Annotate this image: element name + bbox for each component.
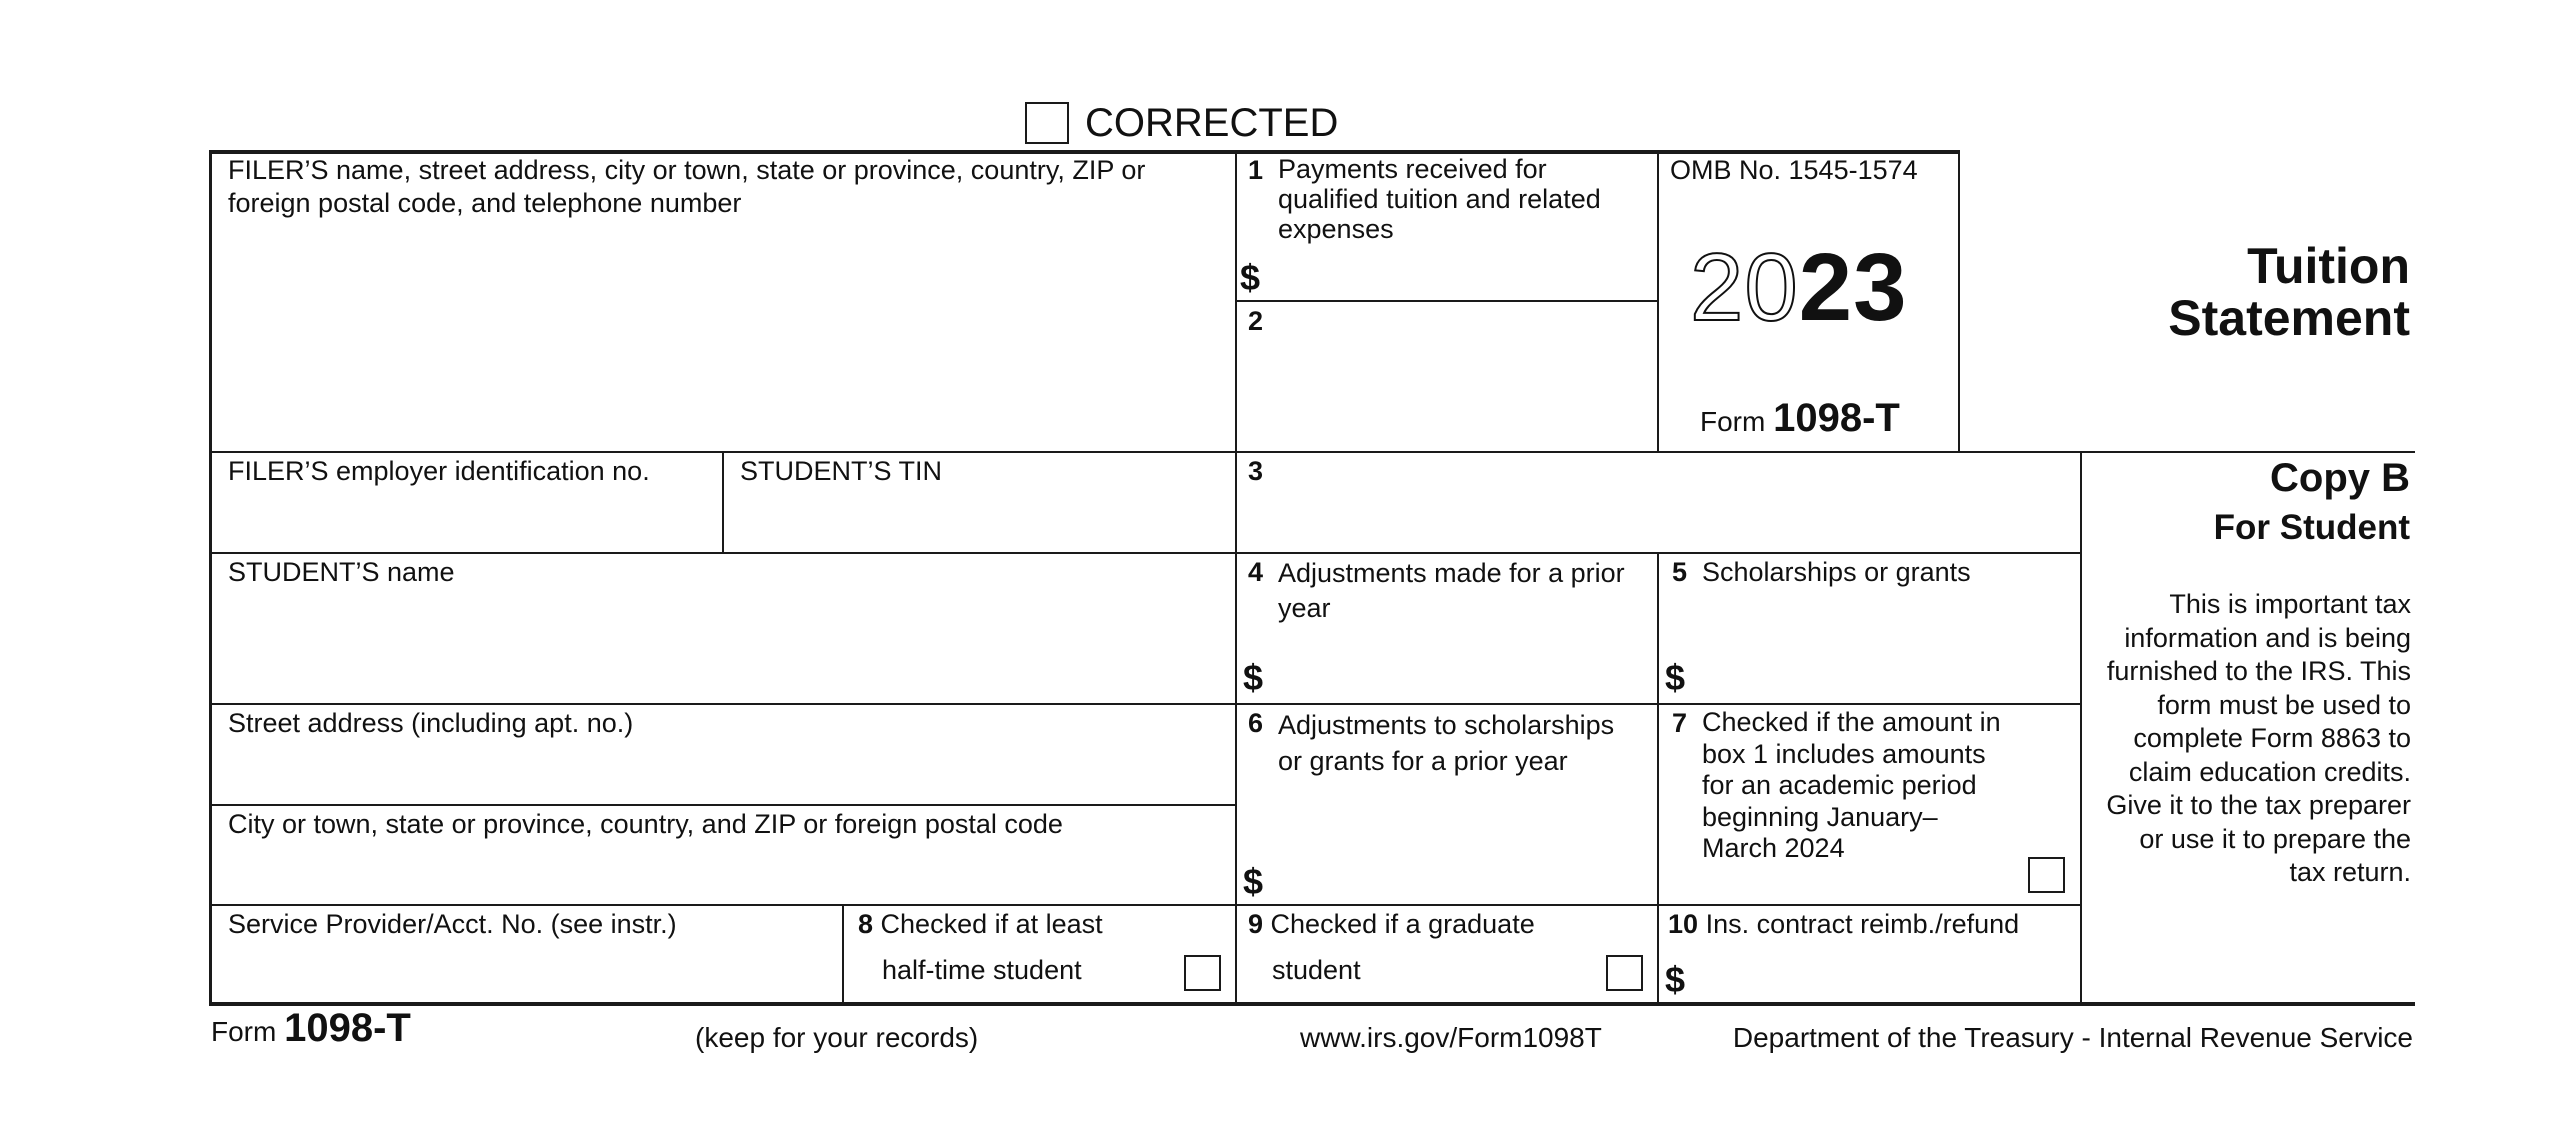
bottom-border — [209, 1002, 2415, 1006]
box7-label: Checked if the amount in box 1 includes amounts for an academic period beginning January–March 2024 — [1702, 707, 2001, 863]
box1-label: Payments received for qualified tuition and related expenses — [1278, 154, 1601, 244]
footer-department: Department of the Treasury - Internal Revenue Service — [1732, 1022, 2413, 1053]
copy-subtitle: For Student — [2213, 508, 2410, 547]
street-address-label: Street address (including apt. no.) — [228, 708, 634, 738]
box8-label-line1: Checked if at least — [880, 909, 1103, 939]
footer-form-prefix: Form — [211, 1016, 277, 1047]
form-prefix-header: Form — [1700, 406, 1766, 437]
form-id-header — [1700, 396, 1900, 444]
city-label: City or town, state or province, country, and ZIP or foreign postal code — [228, 809, 1063, 839]
omb-number: OMB No. 1545-1574 — [1670, 155, 1918, 185]
box2-number: 2 — [1248, 306, 1264, 336]
box4-field[interactable] — [1248, 556, 1648, 626]
footer-form-id — [211, 1006, 411, 1050]
row-street-top — [209, 703, 2081, 705]
copy-notice: This is important tax information and is being furnished to the IRS. This form must be used to complete Form 8863 to claim education credits. Give it to the tax preparer or use it to prepare the tax return. — [2106, 589, 2411, 887]
tax-year-outline: 20 — [1690, 234, 1799, 341]
filer-name-label: FILER’S name, street address, city or town, state or province, country, ZIP or foreign postal code, and telephone number — [228, 155, 1146, 218]
box4-dollar-sign: $ — [1243, 657, 1264, 698]
box4-label: Adjustments made for a prior year — [1278, 558, 1625, 623]
form-title-line2: Statement — [2168, 290, 2410, 346]
box1-dollar-sign: $ — [1240, 257, 1261, 298]
box2-field[interactable] — [1248, 305, 1648, 445]
col-copy-left — [2080, 451, 2082, 1005]
box8-field — [858, 908, 1228, 987]
box8-number: 8 — [858, 909, 874, 939]
city-field[interactable] — [228, 808, 1228, 841]
filer-name-field[interactable] — [228, 154, 1228, 220]
box5-number: 5 — [1672, 557, 1688, 587]
box7-checkbox[interactable] — [2028, 857, 2065, 893]
box4-number: 4 — [1248, 557, 1264, 587]
box9-field — [1248, 908, 1648, 987]
footer-keep-note: (keep for your records) — [695, 1022, 979, 1053]
corrected-label: CORRECTED — [1085, 101, 1339, 145]
corrected-checkbox[interactable] — [1025, 102, 1069, 144]
row-city-top — [209, 804, 1236, 806]
col-box4-box5 — [1657, 552, 1659, 1005]
left-border — [209, 150, 212, 1005]
box10-dollar-sign: $ — [1665, 959, 1686, 1000]
street-address-field[interactable] — [228, 707, 1228, 740]
box3-number: 3 — [1248, 456, 1264, 486]
box1-field[interactable] — [1248, 154, 1648, 244]
service-provider-label: Service Provider/Acct. No. (see instr.) — [228, 909, 677, 939]
footer-form-number: 1098-T — [284, 1006, 411, 1050]
tax-year — [1690, 234, 1908, 341]
box1-number: 1 — [1248, 155, 1264, 185]
box8-label-line2: half-time student — [882, 955, 1082, 985]
tax-year-bold: 23 — [1798, 234, 1908, 341]
service-provider-field[interactable] — [228, 908, 828, 941]
col-boxes-left — [1235, 150, 1237, 1005]
row-name-top — [209, 552, 2081, 554]
row-service-top — [209, 904, 2081, 906]
footer-url[interactable]: www.irs.gov/Form1098T — [1300, 1022, 1602, 1053]
box8-checkbox[interactable] — [1184, 955, 1221, 991]
box5-field[interactable] — [1672, 556, 2072, 589]
copy-title: Copy B — [2270, 456, 2410, 500]
box10-number: 10 — [1668, 909, 1699, 939]
box5-label: Scholarships or grants — [1702, 557, 1971, 587]
box3-field[interactable] — [1248, 455, 2068, 488]
col-service-box8 — [842, 904, 844, 1005]
box10-label: Ins. contract reimb./refund — [1705, 909, 2020, 939]
box6-dollar-sign: $ — [1243, 861, 1264, 902]
box10-field[interactable] — [1668, 908, 2078, 941]
box9-label-line1: Checked if a graduate — [1270, 909, 1535, 939]
box7-number: 7 — [1672, 708, 1688, 738]
student-name-label: STUDENT’S name — [228, 557, 455, 587]
filer-ein-label: FILER’S employer identification no. — [228, 456, 650, 486]
student-tin-field[interactable] — [740, 455, 1230, 488]
box7-field — [1672, 707, 2012, 865]
box9-checkbox[interactable] — [1606, 955, 1643, 991]
box6-number: 6 — [1248, 708, 1264, 738]
box5-dollar-sign: $ — [1665, 657, 1686, 698]
student-tin-label: STUDENT’S TIN — [740, 456, 943, 486]
form-number-header: 1098-T — [1773, 396, 1900, 440]
form-title — [2100, 240, 2410, 344]
form-title-line1: Tuition — [2247, 238, 2410, 294]
box9-label-line2: student — [1272, 955, 1361, 985]
filer-ein-field[interactable] — [228, 455, 718, 488]
line-box1-box2 — [1235, 300, 1658, 302]
student-name-field[interactable] — [228, 556, 1228, 589]
box6-field[interactable] — [1248, 707, 1618, 779]
row-ein-top — [209, 451, 2415, 453]
omb-right-border — [1958, 150, 1960, 452]
box9-number: 9 — [1248, 909, 1264, 939]
col-ein-tin — [722, 451, 724, 553]
box6-label: Adjustments to scholarships or grants for a prior year — [1278, 710, 1615, 776]
